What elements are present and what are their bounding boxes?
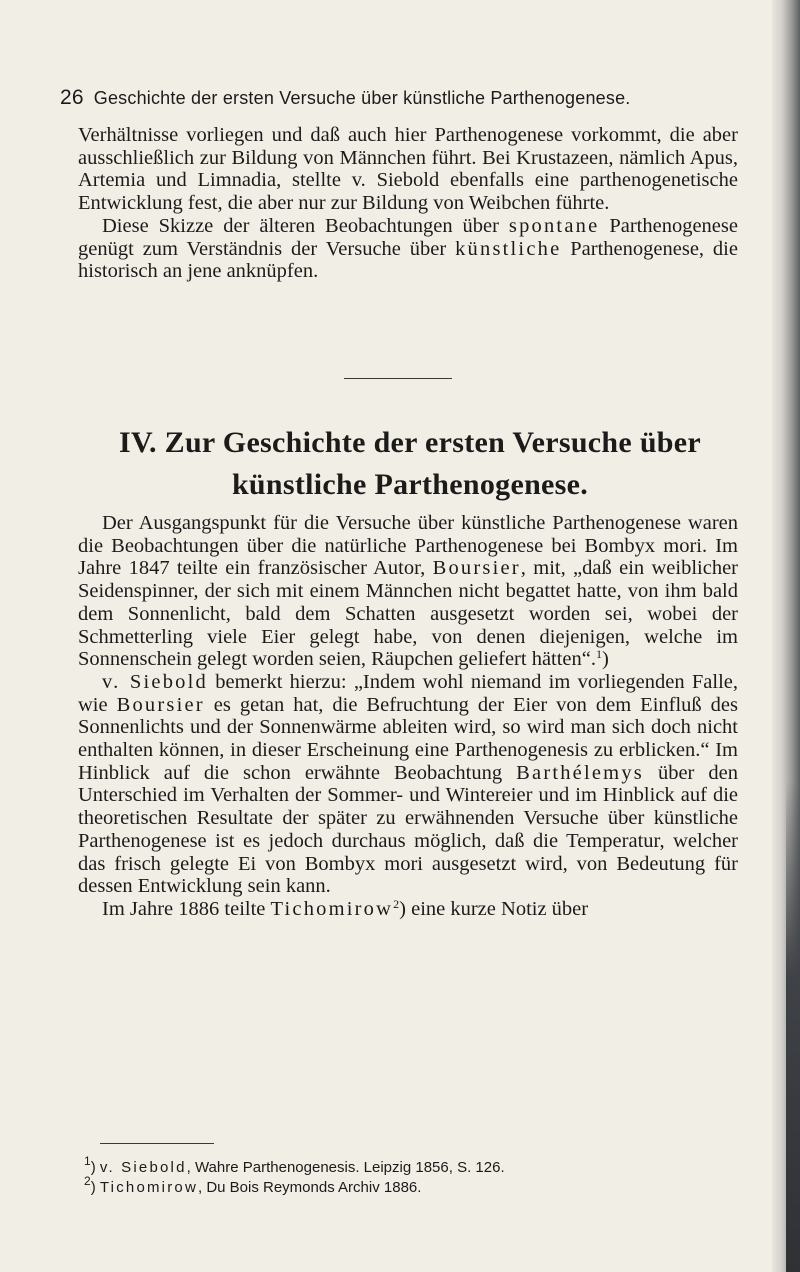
chapter-heading-line: künstliche Parthenogenese. bbox=[231, 468, 589, 501]
footnotes bbox=[84, 1154, 764, 1198]
author-name: Tichomirow bbox=[270, 897, 394, 920]
running-header bbox=[60, 86, 760, 110]
footnote-text: , Du Bois Reymonds Archiv 1886. bbox=[197, 1179, 422, 1196]
footnote: $^2$) Tichomirow, Du Bois Reymonds Archiv 1886. bbox=[84, 1174, 422, 1196]
author-name: Barthélemys bbox=[516, 761, 644, 784]
paragraph: Verhältnisse vorliegen und daß auch hier Parthenogenese vorkommt, die aber ausschließlich zur Bildung von Männchen führt. Bei Krustazeen, nämlich Apus, Artemia und Limnadia, stellte v. Siebold ebenfalls eine parthenogenetische Entwicklung fest, die aber nur zur Bildung von Weibchen führte. bbox=[78, 124, 738, 215]
spaced-emphasis: künstliche bbox=[455, 237, 562, 260]
chapter-body bbox=[78, 512, 738, 921]
footnote-mark: 2 bbox=[84, 1174, 91, 1188]
footnote-author: v. Siebold bbox=[99, 1159, 187, 1176]
paragraph: Diese Skizze der älteren Beobachtungen über spontane Parthenogenese genügt zum Verständnis der Versuche über künstliche Parthenogenese, die historisch an jene anknüpfen. bbox=[78, 214, 738, 283]
footnote-text: , Wahre Parthenogenesis. Leipzig 1856, S. 126. bbox=[186, 1159, 505, 1176]
section-end-text bbox=[78, 124, 738, 283]
footnote: $^1$) v. Siebold, Wahre Parthenogenesis. Leipzig 1856, S. 126. bbox=[84, 1154, 505, 1176]
page-edge-dark bbox=[786, 780, 800, 1272]
section-divider bbox=[344, 378, 452, 379]
spaced-emphasis: spontane bbox=[508, 214, 600, 237]
paragraph: v. Siebold bemerkt hierzu: „Indem wohl niemand im vorliegenden Falle, wie Boursier es getan hat, die Befruchtung der Eier von dem Einfluß des Sonnenlichts und der Sonnenwärme ableiten wird, so wird man sich doch nicht enthalten können, in dieser Erscheinung eine Parthenogenesis zu erblicken.“ Im Hinblick auf die schon erwähnte Beobachtung Barthélemys über den Unterschied im Verhalten der Sommer- und Wintereier und im Hinblick auf die theoretischen Resultate der später zu erwähnenden Versuche über künstliche Parthenogenese ist es jedoch durchaus möglich, daß die Temperatur, welcher das frisch gelegte Ei von Bombyx mori ausgesetzt wird, von Bedeutung für dessen Entwicklung sein kann. bbox=[78, 670, 738, 898]
footnote-ref: 1 bbox=[596, 647, 603, 662]
chapter-heading-line: IV. Zur Geschichte der ersten Versuche über bbox=[118, 426, 702, 459]
footnote-mark: 1 bbox=[84, 1154, 91, 1168]
running-title: Geschichte der ersten Versuche über künstliche Parthenogenese. bbox=[93, 88, 631, 108]
chapter-heading bbox=[60, 422, 760, 506]
author-name: v. Siebold bbox=[102, 670, 208, 693]
footnote-rule bbox=[100, 1143, 214, 1144]
paragraph: Im Jahre 1886 teilte Tichomirow$^2$) eine kurze Notiz über bbox=[102, 896, 589, 920]
page-number: 26 bbox=[60, 86, 84, 109]
footnote-author: Tichomirow bbox=[99, 1179, 198, 1196]
author-name: Boursier bbox=[116, 693, 205, 716]
author-name: Boursier bbox=[432, 557, 521, 580]
footnote-ref: 2 bbox=[393, 896, 400, 911]
paragraph: Der Ausgangspunkt für die Versuche über künstliche Parthenogenese waren die Beobachtungen über die natürliche Parthenogenese bei Bombyx mori. Im Jahre 1847 teilte ein französischer Autor, Boursier, mit, „daß ein weiblicher Seidenspinner, der sich mit einem Männchen nicht begattet hatte, von ihm bald dem Sonnenlicht, bald dem Schatten ausgesetzt worden sei, wobei der Schmetterling viele Eier gelegt habe, von denen diejenigen, welche im Sonnenschein gelegt worden seien, Räupchen geliefert hätten“.$^1$) bbox=[78, 512, 738, 671]
